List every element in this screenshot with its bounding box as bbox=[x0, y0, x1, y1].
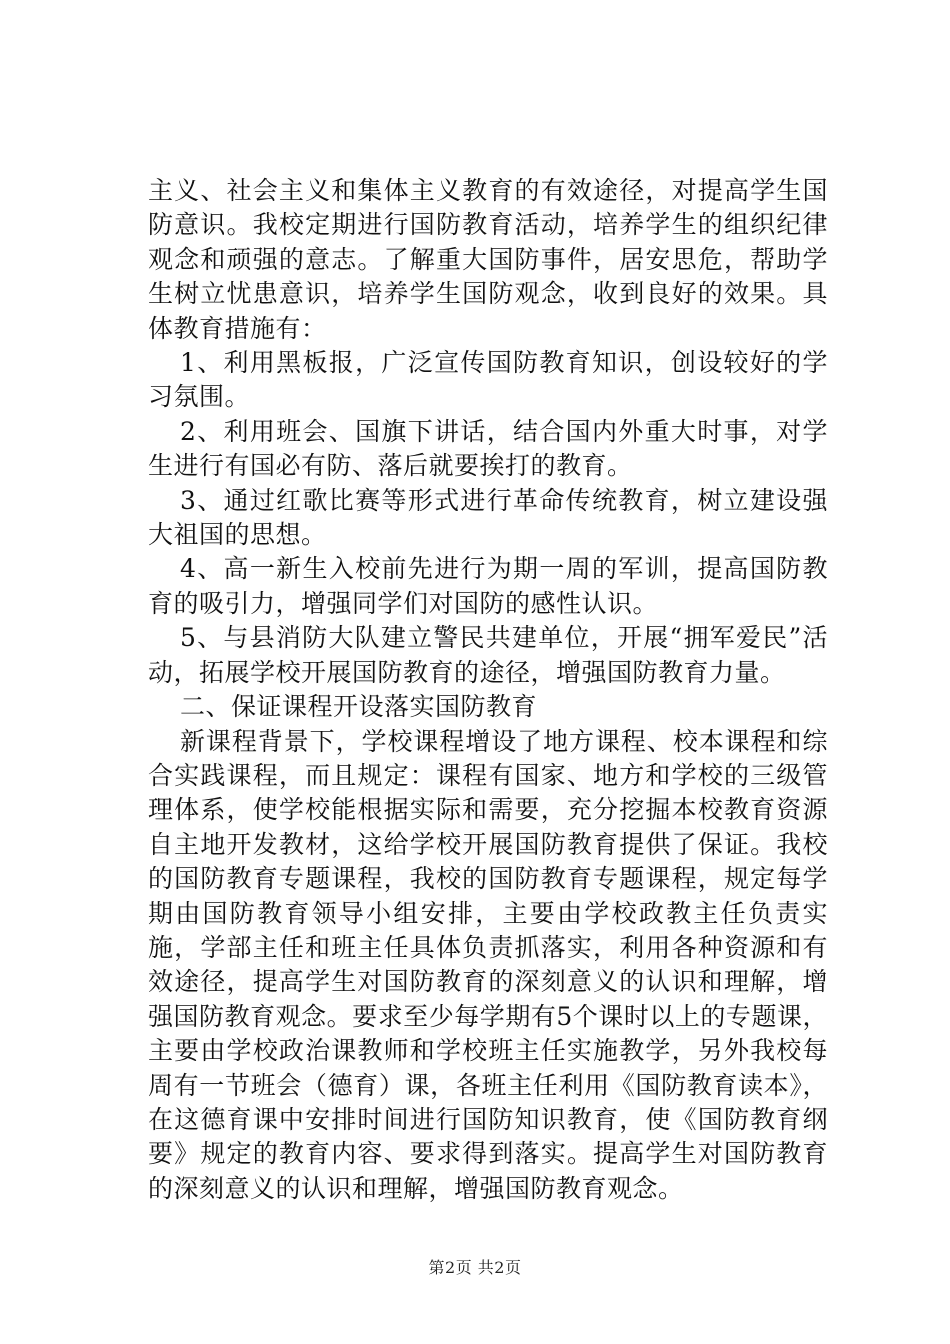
paragraph-measure-1: 1、利用黑板报，广泛宣传国防教育知识，创设较好的学习氛围。 bbox=[148, 348, 828, 412]
section-heading-2: 二、保证课程开设落实国防教育 bbox=[180, 692, 538, 722]
paragraph-curriculum: 新课程背景下，学校课程增设了地方课程、校本课程和综合实践课程，而且规定：课程有国家、地方和学校的三级管理体系，使学校能根据实际和需要，充分挖掘本校教育资源自主地开发教材，这给学校开展国防教育提供了保证。我校的国防教育专题课程，我校的国防教育专题课程，规定每学期由国防教育领导小组安排，主要由学校政教主任负责实施，学部主任和班主任具体负责抓落实，利用各种资源和有效途径，提高学生对国防教育的深刻意义的认识和理解，增强国防教育观念。要求至少每学期有5个课时以上的专题课，主要由学校政治课教师和学校班主任实施教学，另外我校每周有一节班会（德育）课，各班主任利用《国防教育读本》，在这德育课中安排时间进行国防知识教育，使《国防教育纲要》规定的教育内容、要求得到落实。提高学生对国防教育的深刻意义的认识和理解，增强国防教育观念。 bbox=[148, 726, 828, 1203]
paragraph-measure-5: 5、与县消防大队建立警民共建单位，开展“拥军爱民”活动，拓展学校开展国防教育的途径，增强国防教育力量。 bbox=[148, 623, 828, 687]
document-body bbox=[148, 174, 828, 1206]
paragraph-measure-2: 2、利用班会、国旗下讲话，结合国内外重大时事，对学生进行有国必有防、落后就要挨打的教育。 bbox=[148, 416, 828, 481]
paragraph-measure-4: 4、高一新生入校前先进行为期一周的军训，提高国防教育的吸引力，增强同学们对国防的感性认识。 bbox=[148, 554, 828, 618]
page-footer: 第2页 共2页 bbox=[428, 1258, 522, 1277]
paragraph-measure-3: 3、通过红歌比赛等形式进行革命传统教育，树立建设强大祖国的思想。 bbox=[148, 485, 828, 550]
paragraph-intro-continued: 主义、社会主义和集体主义教育的有效途径，对提高学生国防意识。我校定期进行国防教育活动，培养学生的组织纪律观念和顽强的意志。了解重大国防事件，居安思危，帮助学生树立忧患意识，培养学生国防观念，收到良好的效果。具体教育措施有： bbox=[148, 176, 828, 343]
